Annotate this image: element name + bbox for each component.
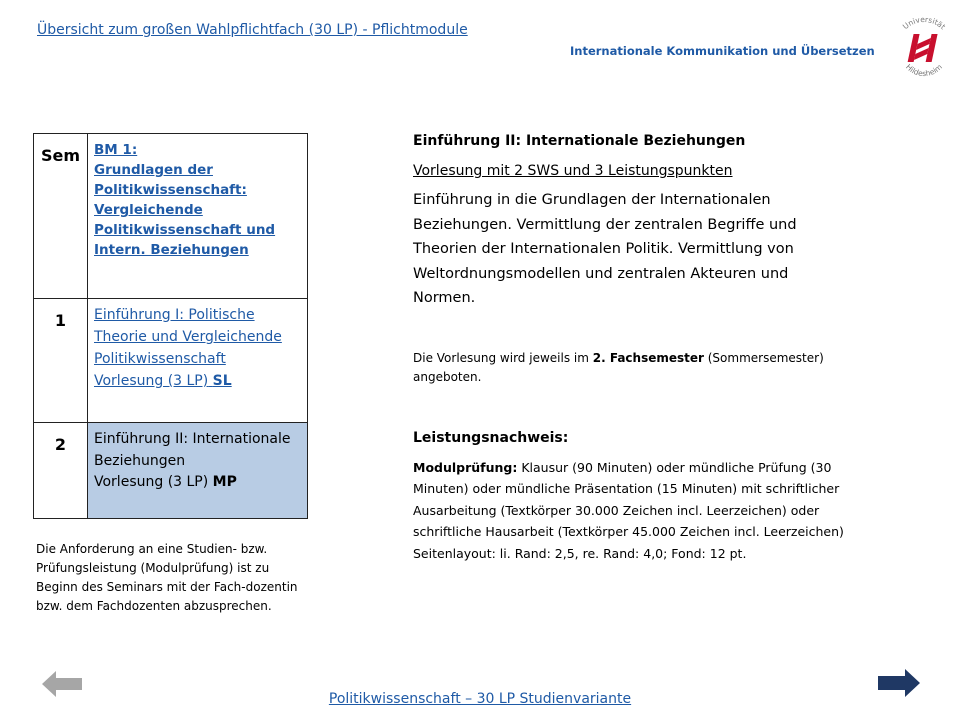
university-logo	[890, 14, 958, 82]
course-title: Einführung II: Internationale Beziehungen	[413, 133, 746, 149]
sl-badge: SL	[212, 373, 232, 389]
course-subtitle: Vorlesung mit 2 SWS und 3 Leistungspunkten	[413, 163, 733, 179]
course-type: Vorlesung (3 LP)	[94, 373, 209, 389]
course-cell-active	[88, 423, 308, 519]
politikwissenschaft-link[interactable]: Politikwissenschaft – 30 LP Studienvariante	[328, 691, 632, 707]
course-type: Vorlesung (3 LP)	[94, 474, 209, 490]
overview-link[interactable]: Übersicht zum großen Wahlpflichtfach (30 LP) - Pflichtmodule	[37, 22, 468, 38]
module-header-cell	[88, 134, 308, 299]
requirement-note: Die Anforderung an eine Studien- bzw. Prüfungsleistung (Modulprüfung) ist zu Beginn des Seminars mit der Fach-dozentin bzw. dem Fachdozenten abzusprechen.	[36, 542, 298, 613]
module-code-link[interactable]: BM 1:	[94, 142, 138, 158]
assessment-label: Modulprüfung:	[413, 459, 518, 475]
svg-text:Hildesheim: Hildesheim	[904, 62, 944, 79]
course-title-einfuehrung-2: Einführung II: Internationale Beziehungen	[94, 431, 291, 469]
assessment-text: Modulprüfung: Klausur (90 Minuten) oder mündliche Prüfung (30 Minuten) oder mündliche Präsentation (15 Minuten) mit schriftlicher Ausarbeitung (Textkörper 30.000 Zeichen incl. Leerzeichen) oder schriftliche Hausarbeit (Textkörper 45.000 Zeichen incl. Leerzeichen) Seitenlayout: li. Rand: 2,5, re. Rand: 4,0; Fond: 12 pt.	[413, 459, 844, 561]
course-type-link[interactable]	[94, 373, 232, 389]
sem-header: Sem	[34, 134, 88, 299]
course-link-einfuehrung-1[interactable]: Einführung I: Politische Theorie und Vergleichende Politikwissenschaft	[94, 307, 282, 367]
course-details	[413, 130, 853, 564]
course-cell	[88, 299, 308, 423]
semester-info: Die Vorlesung wird jeweils im 2. Fachsemester (Sommersemester) angeboten.	[413, 350, 824, 384]
assessment-heading: Leistungsnachweis:	[413, 429, 569, 446]
mp-badge: MP	[212, 474, 237, 490]
module-table	[33, 133, 308, 519]
footer	[0, 691, 960, 707]
sem-number: 2	[34, 423, 88, 519]
svg-text:Universität: Universität	[900, 14, 948, 32]
module-title-link[interactable]: Grundlagen der Politikwissenschaft: Vergleichende Politikwissenschaft und Intern. Beziehungen	[94, 162, 276, 258]
sem-number: 1	[34, 299, 88, 423]
header-subtitle: Internationale Kommunikation und Übersetzen	[570, 44, 875, 58]
course-description: Einführung in die Grundlagen der Internationalen Beziehungen. Vermittlung der zentralen Begriffe und Theorien der Internationalen Politik. Vermittlung von Weltordnungsmodellen und zentralen Akteuren und Normen.	[413, 192, 797, 306]
